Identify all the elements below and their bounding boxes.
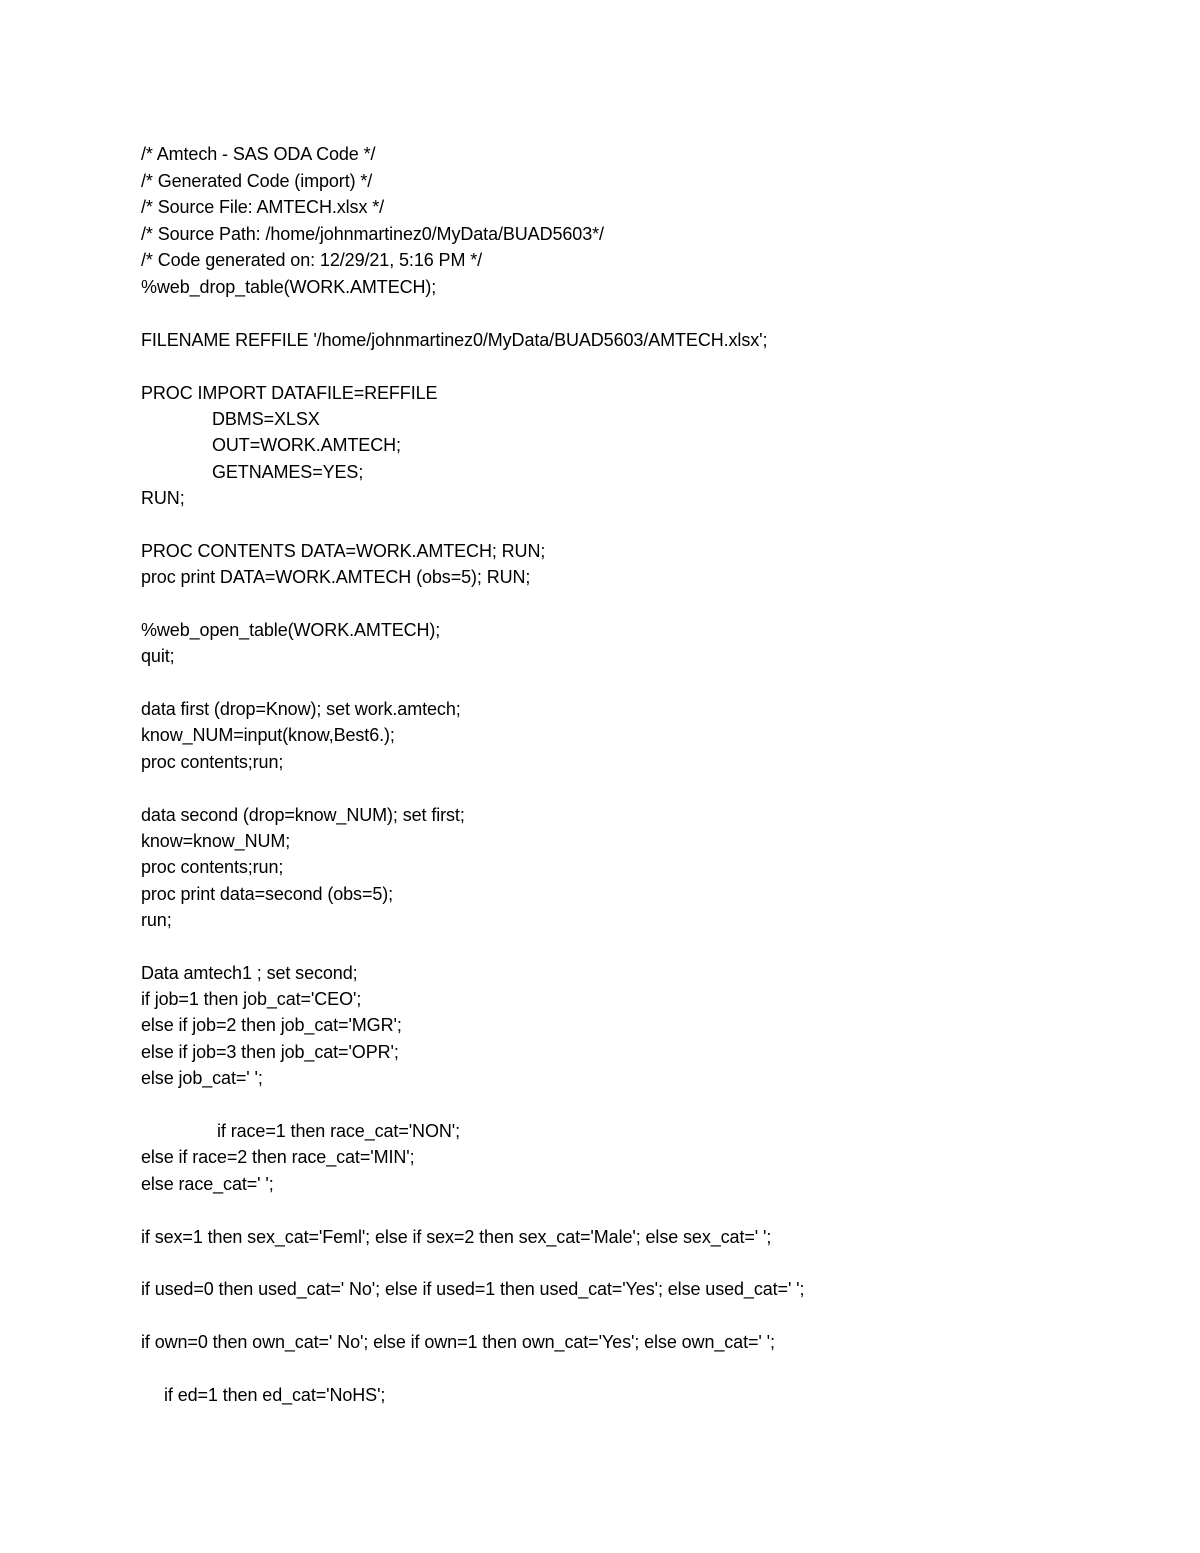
code-line: /* Amtech - SAS ODA Code */ <box>141 144 376 164</box>
code-line: if sex=1 then sex_cat='Feml'; else if sex=2 then sex_cat='Male'; else sex_cat=' '; <box>141 1227 772 1247</box>
code-line: else job_cat=' '; <box>141 1068 263 1088</box>
code-line: PROC IMPORT DATAFILE=REFFILE <box>141 383 438 403</box>
code-line: else if job=2 then job_cat='MGR'; <box>141 1015 402 1035</box>
code-line: if job=1 then job_cat='CEO'; <box>141 989 362 1009</box>
code-line: data first (drop=Know); set work.amtech; <box>141 699 461 719</box>
code-line: GETNAMES=YES; <box>212 462 364 482</box>
code-line: OUT=WORK.AMTECH; <box>212 435 401 455</box>
code-line: if race=1 then race_cat='NON'; <box>217 1121 460 1141</box>
code-line: /* Source File: AMTECH.xlsx */ <box>141 197 385 217</box>
code-line: %web_open_table(WORK.AMTECH); <box>141 620 441 640</box>
code-line: /* Source Path: /home/johnmartinez0/MyData/BUAD5603*/ <box>141 224 604 244</box>
code-line: DBMS=XLSX <box>212 409 320 429</box>
code-line: proc contents;run; <box>141 857 284 877</box>
code-line: know_NUM=input(know,Best6.); <box>141 725 395 745</box>
code-line: else if race=2 then race_cat='MIN'; <box>141 1147 415 1167</box>
code-line: %web_drop_table(WORK.AMTECH); <box>141 277 437 297</box>
code-line: /* Generated Code (import) */ <box>141 171 373 191</box>
sas-code-block <box>141 141 1141 1405</box>
code-line: RUN; <box>141 488 185 508</box>
code-line: if ed=1 then ed_cat='NoHS'; <box>164 1385 386 1405</box>
code-line: FILENAME REFFILE '/home/johnmartinez0/MyData/BUAD5603/AMTECH.xlsx'; <box>141 330 768 350</box>
code-line: data second (drop=know_NUM); set first; <box>141 805 465 825</box>
code-line: proc contents;run; <box>141 752 284 772</box>
code-line: proc print data=second (obs=5); <box>141 884 394 904</box>
code-line: else race_cat=' '; <box>141 1174 274 1194</box>
code-line: PROC CONTENTS DATA=WORK.AMTECH; RUN; <box>141 541 546 561</box>
code-line: else if job=3 then job_cat='OPR'; <box>141 1042 399 1062</box>
code-line: proc print DATA=WORK.AMTECH (obs=5); RUN; <box>141 567 531 587</box>
code-line: if own=0 then own_cat=' No'; else if own=1 then own_cat='Yes'; else own_cat=' '; <box>141 1332 775 1352</box>
code-line: Data amtech1 ; set second; <box>141 963 358 983</box>
code-line: /* Code generated on: 12/29/21, 5:16 PM */ <box>141 250 483 270</box>
code-line: know=know_NUM; <box>141 831 291 851</box>
code-line: quit; <box>141 646 175 666</box>
code-line: if used=0 then used_cat=' No'; else if used=1 then used_cat='Yes'; else used_cat=' '; <box>141 1279 805 1299</box>
code-line: run; <box>141 910 172 930</box>
